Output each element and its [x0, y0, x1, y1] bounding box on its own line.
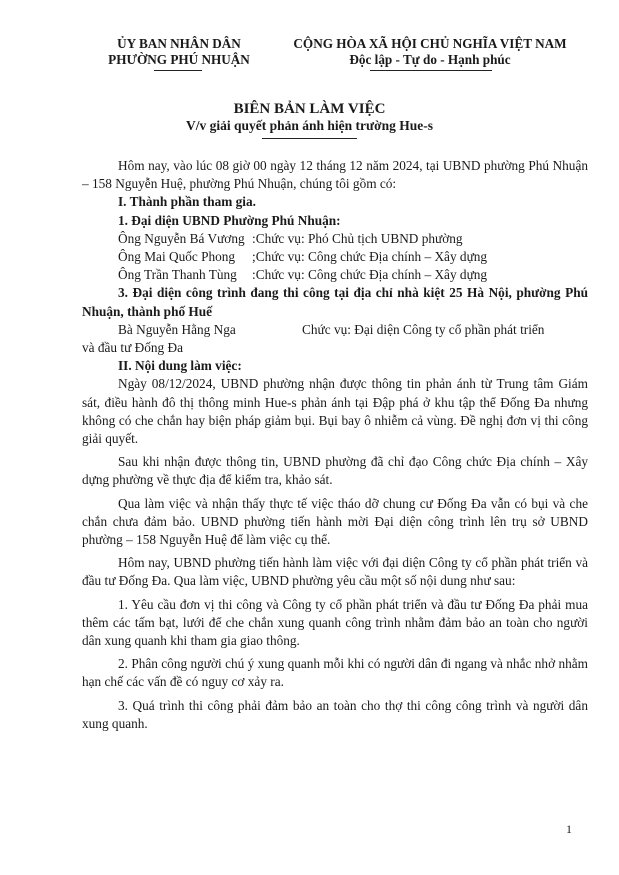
issuer-line-1: ỦY BAN NHÂN DÂN	[117, 36, 241, 51]
content-paragraph: Ngày 08/12/2024, UBND phường nhận được thông tin phản ánh từ Trung tâm Giám sát, điều hành đô thị thông minh Hue-s phản ánh tại Đập phá ở khu tập thể Đống Đa nhưng không có che chắn hay biện pháp giảm bụi. Bụi bay ô nhiễm cả vùng. Đề nghị đơn vị thi công giải quyết.	[82, 376, 588, 447]
rep-role: Chức vụ: Đại diện Công ty cổ phần phát triển	[302, 321, 545, 337]
document-title: BIÊN BẢN LÀM VIỆC	[233, 101, 386, 117]
page-number: 1	[566, 822, 572, 836]
member-row	[82, 266, 588, 284]
section-1-heading: I. Thành phần tham gia.	[118, 194, 256, 210]
member-name: Ông Trần Thanh Tùng	[118, 267, 237, 283]
rep-role-continued: và đầu tư Đống Đa	[82, 340, 183, 356]
requirement-item: 1. Yêu cầu đơn vị thi công và Công ty cổ phần phát triển và đầu tư Đống Đa phải mua thêm các tấm bạt, lưới để che chắn xung quanh công trình nhằm đảm bảo an toàn cho người dân xung quanh khi tham gia giao thông.	[82, 596, 588, 649]
member-role: ;Chức vụ: Công chức Địa chính – Xây dựng	[252, 249, 488, 265]
member-name: Ông Mai Quốc Phong	[118, 249, 236, 265]
document-subtitle: V/v giải quyết phản ánh hiện trường Hue-s	[185, 118, 433, 133]
issuer-block	[92, 36, 266, 68]
content-paragraph: Qua làm việc và nhận thấy thực tế việc tháo dỡ chung cư Đống Đa vẫn có bụi và che chắn chưa đảm bảo. UBND phường tiến hành mời Đại diện công trình lên trụ sở UBND phường – 158 Nguyễn Huệ để làm việc cụ thể.	[82, 495, 588, 548]
member-role: :Chức vụ: Công chức Địa chính – Xây dựng	[252, 267, 488, 283]
motto-underline	[370, 70, 492, 71]
rep-row	[82, 321, 588, 339]
member-row	[82, 248, 588, 266]
requirement-item: 3. Quá trình thi công phải đảm bảo an toàn cho thợ thi công công trình và người dân xung quanh.	[82, 697, 588, 731]
intro-paragraph: Hôm nay, vào lúc 08 giờ 00 ngày 12 tháng 12 năm 2024, tại UBND phường Phú Nhuận – 158 Nguyễn Huệ, phường Phú Nhuận, chúng tôi gồm có:	[82, 158, 588, 192]
requirement-item: 2. Phân công người chú ý xung quanh mỗi khi có người dân đi ngang và nhắc nhở nhằm hạn chế các vấn đề có nguy cơ xảy ra.	[82, 656, 588, 690]
document-body	[82, 157, 588, 733]
content-paragraph: Sau khi nhận được thông tin, UBND phường đã chỉ đạo Công chức Địa chính – Xây dựng phường về thực địa để kiểm tra, khảo sát.	[82, 454, 588, 488]
subsection-3-heading: 3. Đại diện công trình đang thi công tại địa chỉ nhà kiệt 25 Hà Nội, phường Phú Nhuận, thành phố Huế	[82, 285, 588, 319]
national-title: CỘNG HÒA XÃ HỘI CHỦ NGHĨA VIỆT NAM	[293, 36, 567, 51]
member-row	[82, 230, 588, 248]
national-title-block	[270, 36, 590, 68]
content-paragraph: Hôm nay, UBND phường tiến hành làm việc với đại diện Công ty cổ phần phát triển và đầu tư Đống Đa. Qua làm việc, UBND phường yêu cầu một số nội dung như sau:	[82, 555, 588, 589]
member-name: Ông Nguyễn Bá Vương	[118, 230, 245, 246]
section-2-heading: II. Nội dung làm việc:	[118, 358, 242, 374]
subsection-1-heading: 1. Đại diện UBND Phường Phú Nhuận:	[118, 212, 341, 228]
rep-name: Bà Nguyễn Hằng Nga	[118, 321, 236, 337]
subtitle-underline	[262, 138, 357, 139]
national-motto: Độc lập - Tự do - Hạnh phúc	[349, 52, 511, 67]
issuer-line-2: PHƯỜNG PHÚ NHUẬN	[108, 52, 250, 67]
issuer-underline	[154, 70, 202, 71]
member-role: :Chức vụ: Phó Chủ tịch UBND phường	[252, 230, 463, 246]
